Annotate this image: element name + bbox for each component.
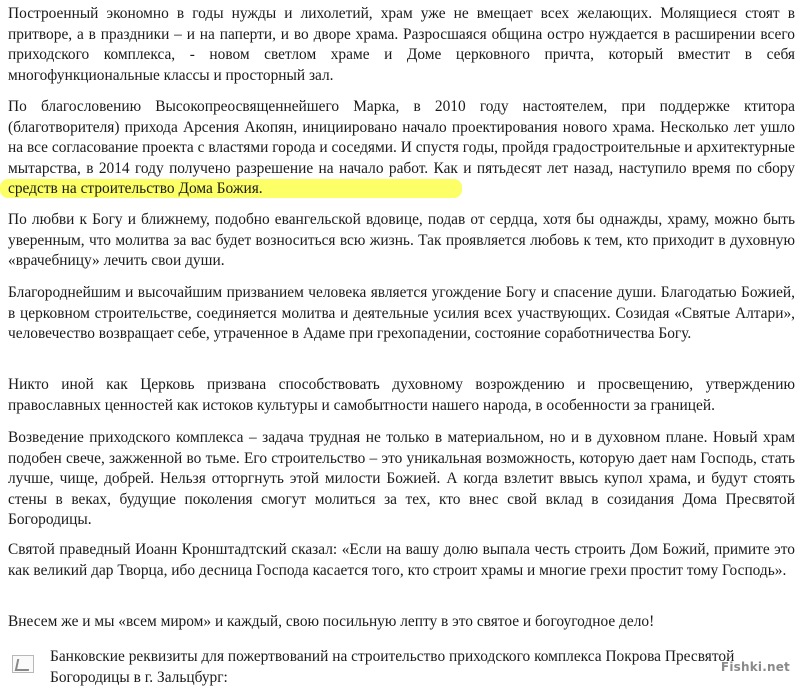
paragraph-8: Внесем же и мы «всем миром» и каждый, свою посильную лепту в это святое и богоугодное дело!: [8, 613, 655, 630]
paragraph-2: По благословению Высокопреосвященнейшего Марка, в 2010 году настоятелем, при поддержке ктитора (благотворителя) прихода Арсения Акопян, инициировано начало проектирования нового храма. Несколько лет ушло на все согласование проекта с властями города и соседями. И спустя годы, пройдя градостроительные и архитектурные мытарства, в 2014 году получено разрешение на начало работ. Как и пятьдесят лет назад, наступило время по сбору средств на строительство Дома Божия.: [8, 98, 795, 198]
broken-image-icon: [12, 655, 34, 673]
paragraph-6: Возведение приходского комплекса – задача трудная не только в материальном, но и в духовном плане. Новый храм подобен свече, зажженной во тьме. Его строительство – это уникальная возможность, которую дает нам Господь, стать лучше, чище, добрей. Нельзя отторгнуть этой милости Божией. А когда взлетит ввысь купол храма, и будут стоять стены в веках, будущие поколения смогут молиться за тех, кто внес свой вклад в созидания Дома Пресвятой Богородицы.: [8, 429, 795, 529]
watermark: Fishki.net: [720, 660, 790, 675]
paragraph-7: Святой праведный Иоанн Кронштадтский сказал: «Если на вашу долю выпала честь строить Дом Божий, примите это как великий дар Творца, ибо десница Господа касается того, кто строит храмы и многие грехи простит тому Господь».: [8, 541, 795, 579]
paragraph-4: Благороднейшим и высочайшим призванием человека является угождение Богу и спасение души. Благодатью Божией, в церковном строительстве, соединяется молитва и деятельные усилия всех участвующих. Созидая «Святые Алтари», человечество возвращает себе, утраченное в Адаме при грехопадении, состояние соработничества Богу.: [8, 284, 795, 343]
paragraph-3: По любви к Богу и ближнему, подобно евангельской вдовице, подав от сердца, хотя бы однажды, храму, можно быть уверенным, что молитва за вас будет возноситься всю жизнь. Так проявляется любовь к тем, кто приходит в духовную «врачебницу» лечить свои души.: [8, 211, 795, 270]
bank-details-caption: Банковские реквизиты для пожертвований на строительство приходского комплекса Покрова Пресвятой Богородицы в г. Зальцбург:: [50, 648, 735, 686]
paragraph-1: Построенный экономно в годы нужды и лихолетий, храм уже не вмещает всех желающих. Молящиеся стоят в притворе, а в праздники – и на паперти, и во дворе храма. Разросшаяся община остро нуждается в расширении всего приходского комплекса, - новом светлом храме и Доме церковного причта, который вместит в себя многофункциональные классы и просторный зал.: [8, 5, 795, 84]
paragraph-5: Никто иной как Церковь призвана способствовать духовному возрождению и просвещению, утверждению православных ценностей как истоков культуры и самобытности нашего народа, в особенности за границей.: [8, 376, 795, 414]
